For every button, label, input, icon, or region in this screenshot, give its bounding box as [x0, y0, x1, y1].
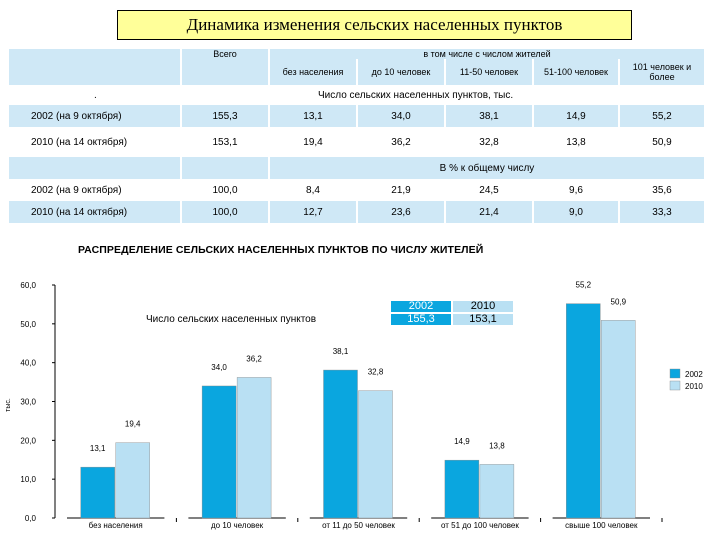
page-title: Динамика изменения сельских населенных пунктов: [117, 10, 632, 40]
cell: 35,6: [620, 179, 706, 201]
cell: 155,3: [182, 105, 270, 127]
data-label: 32,8: [367, 367, 384, 377]
legend-swatch-2010: [670, 381, 680, 390]
cell: 32,8: [446, 127, 534, 157]
section-caption-row: [9, 85, 706, 105]
bar-2002: [445, 460, 479, 518]
y-tick-label: 50,0: [20, 319, 36, 329]
bar-2002: [202, 386, 236, 518]
y-tick-label: 40,0: [20, 358, 36, 368]
header-col: до 10 человек: [358, 59, 446, 85]
y-tick-label: 0,0: [24, 514, 36, 523]
table-row: [9, 105, 706, 127]
bar-2010: [601, 320, 635, 518]
y-tick-label: 20,0: [20, 436, 36, 446]
cell: 9,0: [534, 201, 620, 223]
cell: 50,9: [620, 127, 706, 157]
inset-year-2002: 2002: [391, 301, 451, 312]
section-empty-cell: [9, 157, 182, 179]
cell: 8,4: [270, 179, 358, 201]
cell: 100,0: [182, 201, 270, 223]
inset-value-2010: 153,1: [453, 314, 513, 325]
bar-2010: [237, 377, 271, 518]
chart-title: РАСПРЕДЕЛЕНИЕ СЕЛЬСКИХ НАСЕЛЕННЫХ ПУНКТОВ ПО ЧИСЛУ ЖИТЕЛЕЙ: [78, 244, 484, 256]
x-tick-label: от 11 до 50 человек: [322, 521, 395, 530]
header-row-columns: [9, 59, 706, 85]
cell: 12,7: [270, 201, 358, 223]
cell: 34,0: [358, 105, 446, 127]
bar-chart: [0, 270, 720, 540]
bar-2010: [480, 464, 514, 518]
data-label: 13,1: [89, 444, 106, 454]
data-label: 19,4: [124, 419, 141, 429]
x-tick-label: свыше 100 человек: [565, 521, 638, 530]
inset-year-2010: 2010: [453, 301, 513, 312]
inset-table-caption: Число сельских населенных пунктов: [146, 314, 317, 325]
legend-label: 2002: [685, 370, 703, 379]
header-empty-cell: [9, 49, 182, 59]
cell: 13,1: [270, 105, 358, 127]
header-col: без населения: [270, 59, 358, 85]
cell: 38,1: [446, 105, 534, 127]
bar-2002: [324, 370, 358, 518]
cell: 21,9: [358, 179, 446, 201]
stats-table: [9, 49, 706, 223]
data-label: 38,1: [332, 347, 349, 357]
y-tick-label: 10,0: [20, 475, 36, 485]
header-group: в том числе с числом жителей: [270, 49, 706, 59]
x-tick-label: до 10 человек: [211, 521, 264, 530]
cell: 24,5: [446, 179, 534, 201]
row-label: 2010 (на 14 октября): [9, 201, 182, 223]
header-total: Всего: [182, 49, 270, 59]
section-percent-caption: В % к общему числу: [270, 157, 706, 179]
legend-swatch-2002: [670, 369, 680, 378]
cell: 23,6: [358, 201, 446, 223]
bar-2002: [566, 304, 600, 518]
data-label: 50,9: [610, 297, 627, 307]
cell: 21,4: [446, 201, 534, 223]
cell: 55,2: [620, 105, 706, 127]
inset-value-2002: 155,3: [391, 314, 451, 325]
table-marker: .: [9, 85, 182, 105]
inset-table: [389, 299, 515, 327]
cell: 153,1: [182, 127, 270, 157]
cell: 13,8: [534, 127, 620, 157]
data-label: 14,9: [454, 437, 470, 447]
header-row-group: [9, 49, 706, 59]
header-col: 101 человек и более: [620, 59, 706, 85]
bar-2010: [116, 443, 150, 518]
header-total-spacer: [182, 59, 270, 85]
bar-2010: [359, 391, 393, 518]
cell: 33,3: [620, 201, 706, 223]
cell: 9,6: [534, 179, 620, 201]
y-tick-label: 30,0: [20, 397, 36, 407]
cell: 36,2: [358, 127, 446, 157]
cell: 14,9: [534, 105, 620, 127]
data-label: 36,2: [246, 354, 262, 364]
data-label: 13,8: [489, 441, 505, 451]
section-empty-cell: [182, 157, 270, 179]
header-empty-cell: [9, 59, 182, 85]
header-col: 11-50 человек: [446, 59, 534, 85]
y-tick-label: 60,0: [20, 281, 36, 290]
row-label: 2002 (на 9 октября): [9, 105, 182, 127]
row-label: 2010 (на 14 октября): [9, 127, 182, 157]
bar-2002: [81, 467, 115, 518]
section-caption-row: [9, 157, 706, 179]
header-col: 51-100 человек: [534, 59, 620, 85]
legend-label: 2010: [685, 382, 703, 391]
row-label: 2002 (на 9 октября): [9, 179, 182, 201]
y-axis-label: тыс.: [5, 398, 12, 412]
data-label: 34,0: [211, 362, 227, 372]
x-tick-label: от 51 до 100 человек: [440, 521, 519, 530]
table-row: [9, 201, 706, 223]
x-tick-label: без населения: [88, 521, 143, 530]
cell: 100,0: [182, 179, 270, 201]
cell: 19,4: [270, 127, 358, 157]
section-count-caption: Число сельских населенных пунктов, тыс.: [182, 85, 706, 105]
table-row: [9, 179, 706, 201]
table-row: [9, 127, 706, 157]
data-label: 55,2: [575, 280, 592, 290]
